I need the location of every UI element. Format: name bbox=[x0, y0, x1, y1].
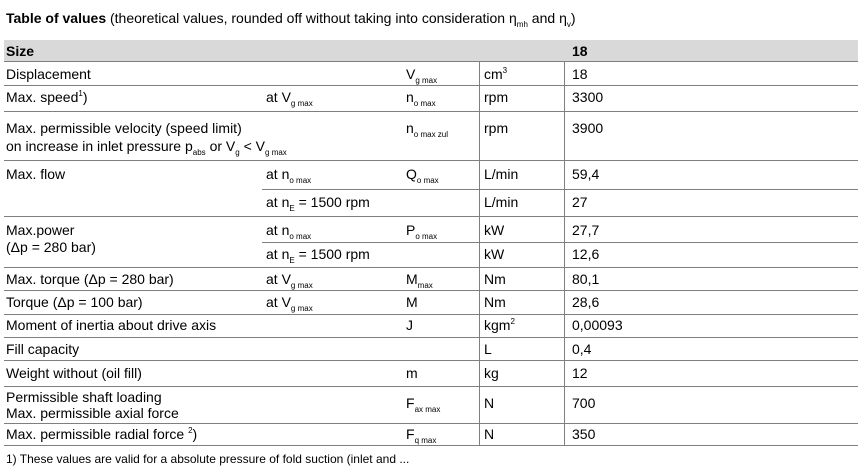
row-divider bbox=[4, 314, 858, 315]
axial-force-symbol: $F_{ax max}$ bbox=[406, 395, 441, 414]
axial-force-label-line1: Permissible shaft loading bbox=[6, 389, 162, 405]
max-speed-symbol: $n_{o max}$ bbox=[406, 89, 436, 108]
table-title-close: ) bbox=[570, 10, 576, 26]
displacement-label: Displacement bbox=[6, 66, 91, 82]
row-divider bbox=[4, 423, 858, 424]
inertia-unit: kgm$^2$ bbox=[484, 317, 515, 333]
row-divider bbox=[4, 160, 858, 161]
row-divider bbox=[4, 386, 858, 387]
max-torque-condition: at $V_{g max}$ bbox=[266, 271, 313, 290]
header-size-value: 18 bbox=[572, 43, 588, 59]
radial-force-unit: N bbox=[484, 426, 495, 442]
axial-force-label-line2: Max. permissible axial force bbox=[6, 405, 179, 421]
max-power-label-line1: Max.power bbox=[6, 222, 75, 238]
max-velocity-symbol: $n_{o max zul}$ bbox=[406, 120, 449, 139]
radial-force-label: Max. permissible radial force $^2$) bbox=[6, 426, 198, 442]
displacement-value: 18 bbox=[572, 66, 588, 82]
column-divider bbox=[564, 61, 565, 445]
eta-symbol: η bbox=[509, 10, 517, 26]
row-divider-partial bbox=[262, 189, 858, 190]
row-divider bbox=[4, 216, 858, 217]
inertia-label: Moment of inertia about drive axis bbox=[6, 317, 217, 333]
max-flow-condition-1: at $n_{o max}$ bbox=[266, 166, 312, 185]
torque-condition: at $V_{g max}$ bbox=[266, 294, 313, 313]
table-title-and: and bbox=[527, 10, 560, 26]
fill-capacity-unit: L bbox=[484, 341, 492, 357]
weight-value: 12 bbox=[572, 365, 588, 381]
row-divider bbox=[4, 290, 858, 291]
max-power-unit-1: kW bbox=[484, 222, 505, 238]
torque-unit: Nm bbox=[484, 294, 506, 310]
max-speed-unit: rpm bbox=[484, 89, 509, 105]
weight-label: Weight without (oil fill) bbox=[6, 365, 142, 381]
max-power-unit-2: kW bbox=[484, 246, 505, 262]
max-velocity-label-line2: on increase in inlet pressure $p_{abs}$ or $V_g < V_{g max}$ bbox=[6, 138, 287, 157]
max-torque-value: 80,1 bbox=[572, 271, 600, 287]
row-divider bbox=[4, 61, 858, 62]
row-divider bbox=[4, 360, 858, 361]
displacement-unit: $cm^3$ bbox=[484, 66, 508, 82]
max-speed-label: Max. speed$^1$) bbox=[6, 89, 88, 105]
max-torque-unit: Nm bbox=[484, 271, 506, 287]
torque-label: Torque (Δp = 100 bar) bbox=[6, 294, 143, 310]
fill-capacity-label: Fill capacity bbox=[6, 341, 80, 357]
displacement-symbol: $V_{g max}$ bbox=[406, 66, 438, 85]
max-velocity-label-line1: Max. permissible velocity (speed limit) bbox=[6, 120, 242, 136]
max-flow-unit-2: L/min bbox=[484, 194, 519, 210]
fill-capacity-value: 0,4 bbox=[572, 341, 592, 357]
max-power-symbol: $P_{o max}$ bbox=[406, 222, 438, 241]
eta-sub-v: v bbox=[566, 20, 571, 29]
radial-force-symbol: $F_{q max}$ bbox=[406, 426, 437, 445]
max-flow-condition-2: at $n_E = 1500$ rpm bbox=[266, 194, 370, 213]
row-divider-partial bbox=[262, 242, 858, 243]
max-velocity-value: 3900 bbox=[572, 120, 604, 136]
row-divider bbox=[4, 85, 858, 86]
row-divider bbox=[4, 337, 858, 338]
inertia-value: 0,00093 bbox=[572, 317, 623, 333]
row-divider bbox=[4, 111, 858, 112]
max-flow-value-2: 27 bbox=[572, 194, 588, 210]
table-title-text: (theoretical values, rounded off without taking into consideration bbox=[106, 10, 509, 26]
row-divider bbox=[4, 445, 858, 446]
table-title-bold: Table of values bbox=[6, 10, 107, 26]
max-power-value-2: 12,6 bbox=[572, 246, 600, 262]
row-divider bbox=[4, 267, 858, 268]
max-torque-label: Max. torque (Δp = 280 bar) bbox=[6, 271, 174, 287]
max-power-condition-1: at $n_{o max}$ bbox=[266, 222, 312, 241]
header-size-label: Size bbox=[6, 43, 35, 59]
max-flow-symbol: $Q_{o max}$ bbox=[406, 166, 439, 185]
max-velocity-unit: rpm bbox=[484, 120, 509, 136]
inertia-symbol: J bbox=[406, 317, 413, 333]
eta-symbol-2: η bbox=[559, 10, 567, 26]
radial-force-value: 350 bbox=[572, 426, 596, 442]
max-power-label-line2: (Δp = 280 bar) bbox=[6, 239, 96, 255]
max-speed-condition: at $V_{g max}$ bbox=[266, 89, 313, 108]
max-speed-value: 3300 bbox=[572, 89, 604, 105]
torque-value: 28,6 bbox=[572, 294, 600, 310]
max-torque-symbol: $M_{max}$ bbox=[406, 271, 433, 290]
max-flow-value-1: 59,4 bbox=[572, 166, 600, 182]
weight-symbol: m bbox=[406, 365, 418, 381]
weight-unit: kg bbox=[484, 365, 499, 381]
max-flow-label: Max. flow bbox=[6, 166, 66, 182]
eta-sub-mh: mh bbox=[516, 20, 528, 29]
footnote: 1) These values are valid for a absolute pressure of fold suction (inlet and ... bbox=[6, 452, 410, 466]
max-flow-unit-1: L/min bbox=[484, 166, 519, 182]
table-title bbox=[6, 10, 576, 29]
max-power-condition-2: at $n_E = 1500$ rpm bbox=[266, 246, 370, 265]
axial-force-unit: N bbox=[484, 395, 495, 411]
max-power-value-1: 27,7 bbox=[572, 222, 600, 238]
torque-symbol: M bbox=[406, 294, 418, 310]
axial-force-value: 700 bbox=[572, 395, 596, 411]
table-header bbox=[4, 40, 858, 61]
column-divider bbox=[479, 61, 480, 445]
